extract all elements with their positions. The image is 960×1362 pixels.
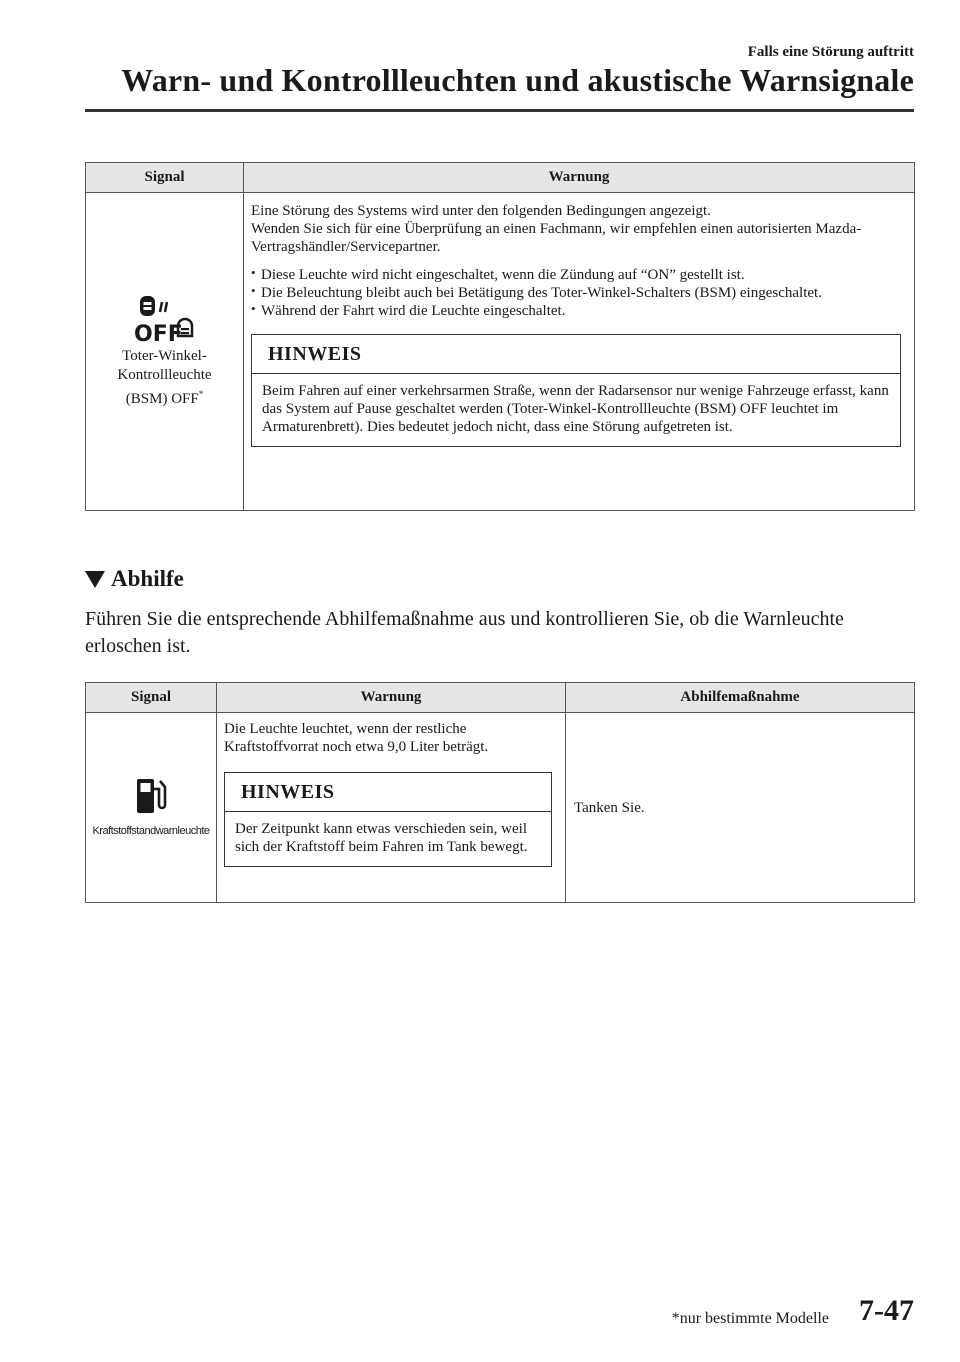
note-box bbox=[224, 772, 552, 867]
col-header-signal: Signal bbox=[86, 683, 217, 713]
bsm-off-icon bbox=[133, 322, 196, 346]
signal-cell bbox=[86, 193, 244, 511]
remedy-intro: Führen Sie die entsprechende Abhilfemaßnahme aus und kontrollieren Sie, ob die Warnleuchte erloschen ist. bbox=[85, 608, 844, 657]
fuel-table bbox=[85, 682, 915, 903]
svg-text:OFF: OFF bbox=[133, 322, 183, 342]
condition-list bbox=[251, 266, 913, 320]
list-item: • Diese Leuchte wird nicht eingeschaltet, wenn die Zündung auf “ON” gestellt ist. bbox=[251, 266, 913, 284]
page-title: Warn- und Kontrollleuchten und akustische Warnsignale bbox=[121, 62, 914, 98]
warning-cell bbox=[244, 193, 915, 511]
col-header-warning: Warnung bbox=[217, 683, 566, 713]
col-header-remedy: Abhilfemaßnahme bbox=[566, 683, 915, 713]
warning-paragraph: Wenden Sie sich für eine Überprüfung an einen Fachmann, wir empfehlen einen autorisierten Mazda-Vertragshändler/Servicepartner. bbox=[251, 221, 862, 255]
note-title: HINWEIS bbox=[252, 335, 900, 374]
warning-paragraph: Die Leuchte leuchtet, wenn der restliche Kraftstoffvorrat noch etwa 9,0 Liter beträgt. bbox=[224, 721, 489, 755]
note-box bbox=[251, 334, 901, 447]
bsm-table bbox=[85, 162, 915, 511]
title-divider bbox=[85, 109, 914, 112]
fuel-pump-icon bbox=[133, 805, 169, 821]
remedy-cell: Tanken Sie. bbox=[566, 713, 915, 903]
signal-cell bbox=[86, 713, 217, 903]
note-text: Der Zeitpunkt kann etwas verschieden sein, weil sich der Kraftstoff beim Fahren im Tank bewegt. bbox=[235, 821, 528, 855]
section-title: Falls eine Störung auftritt bbox=[747, 44, 914, 60]
signal-label: Kraftstoffstandwarnleuchte bbox=[92, 825, 210, 837]
triangle-down-icon bbox=[85, 571, 105, 588]
warning-cell bbox=[217, 713, 566, 903]
page-number: 7-47 bbox=[859, 1294, 914, 1327]
col-header-signal: Signal bbox=[86, 163, 244, 193]
note-text: Beim Fahren auf einer verkehrsarmen Straße, wenn der Radarsensor nur wenige Fahrzeuge erfasst, kann das System auf Pause geschaltet werden (Toter-Winkel-Kontrollleuchte (BSM) OFF leuchtet im Armaturenbrett). Dies bedeutet jedoch nicht, dass eine Störung aufgetreten ist. bbox=[262, 383, 889, 435]
signal-label: Toter-Winkel- Kontrollleuchte (BSM) OFF* bbox=[117, 348, 212, 407]
remedy-heading: Abhilfe bbox=[85, 566, 184, 592]
footnote: *nur bestimmte Modelle bbox=[671, 1310, 829, 1327]
col-header-warning: Warnung bbox=[244, 163, 915, 193]
list-item: • Während der Fahrt wird die Leuchte eingeschaltet. bbox=[251, 302, 913, 320]
list-item: • Die Beleuchtung bleibt auch bei Betätigung des Toter-Winkel-Schalters (BSM) eingeschaltet. bbox=[251, 284, 913, 302]
note-title: HINWEIS bbox=[225, 773, 551, 812]
warning-paragraph: Eine Störung des Systems wird unter den folgenden Bedingungen angezeigt. bbox=[251, 203, 711, 219]
